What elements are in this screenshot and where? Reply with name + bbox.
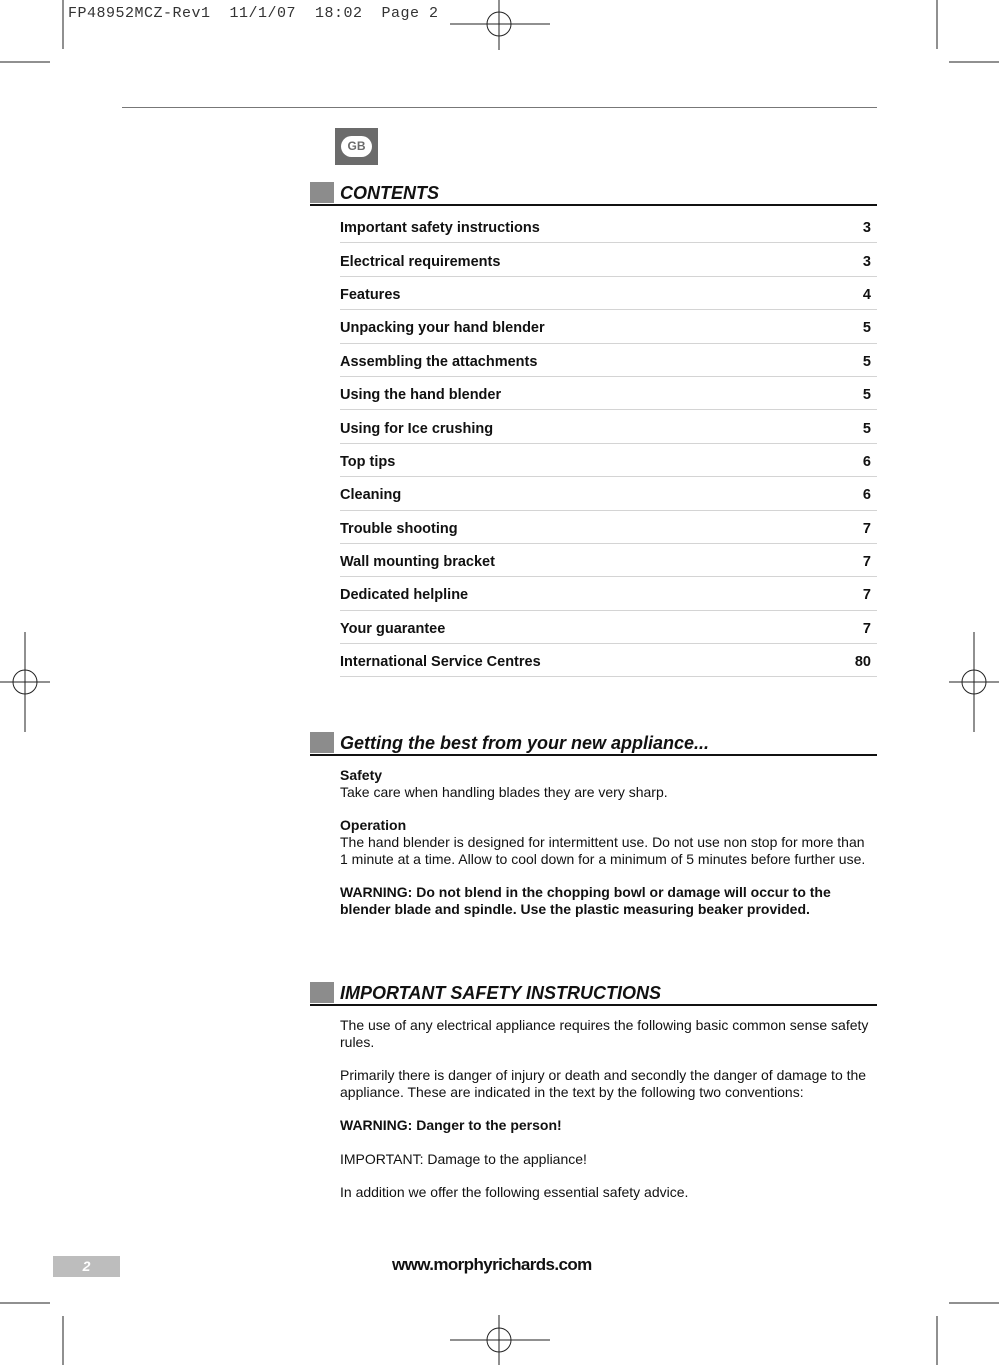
contents-title: CONTENTS <box>340 183 439 203</box>
safety-para-2: Primarily there is danger of injury or death and secondly the danger of damage to the appliance. These are indicated in the text by the following two conventions: <box>340 1067 867 1100</box>
operation-paragraph <box>340 817 875 867</box>
toc-page: 5 <box>862 320 871 337</box>
toc-row[interactable] <box>340 377 877 410</box>
toc-label: Assembling the attachments <box>340 353 538 370</box>
heading-square-marker <box>310 982 334 1003</box>
toc-row[interactable] <box>340 477 877 510</box>
operation-subheading: Operation <box>340 817 407 834</box>
getting-best-body <box>340 767 875 934</box>
safety-instructions-title: IMPORTANT SAFETY INSTRUCTIONS <box>340 983 662 1003</box>
toc-row[interactable] <box>340 544 877 577</box>
toc-label: Trouble shooting <box>340 520 458 537</box>
toc-label: Dedicated helpline <box>340 587 469 604</box>
toc-row[interactable] <box>340 444 877 477</box>
getting-best-title: Getting the best from your new appliance... <box>340 733 710 753</box>
page-number: 2 <box>53 1256 120 1277</box>
heading-rule <box>310 754 877 756</box>
safety-para-3: In addition we offer the following essential safety advice. <box>340 1184 689 1201</box>
toc-row[interactable] <box>340 243 877 276</box>
language-badge <box>335 128 378 165</box>
operation-text: The hand blender is designed for intermittent use. Do not use non stop for more than 1 minute at a time. Allow to cool down for a minimum of 5 minutes before further use. <box>340 833 866 867</box>
toc-label: Your guarantee <box>340 620 446 637</box>
toc-row[interactable] <box>340 310 877 343</box>
toc-page: 7 <box>862 620 871 637</box>
toc-label: International Service Centres <box>340 654 541 671</box>
toc-row[interactable] <box>340 611 877 644</box>
toc-page: 6 <box>862 487 871 504</box>
safety-para-1: The use of any electrical appliance requires the following basic common sense safety rules. <box>340 1017 869 1050</box>
safety-subheading: Safety <box>340 767 383 783</box>
toc-label: Cleaning <box>340 487 402 504</box>
person-warning: WARNING: Danger to the person! <box>340 1117 562 1134</box>
toc-row[interactable] <box>340 410 877 443</box>
website-url[interactable]: www.morphyrichards.com <box>392 1255 592 1274</box>
safety-instructions-body <box>340 1017 875 1218</box>
toc-page: 7 <box>862 520 871 537</box>
appliance-important: IMPORTANT: Damage to the appliance! <box>340 1150 587 1167</box>
toc-label: Wall mounting bracket <box>340 554 495 571</box>
toc-label: Using the hand blender <box>340 387 502 404</box>
toc-page: 6 <box>862 453 871 470</box>
toc-page: 7 <box>862 554 871 571</box>
toc-page: 4 <box>862 286 871 303</box>
toc-page: 5 <box>862 387 871 404</box>
heading-square-marker <box>310 732 334 753</box>
toc-row[interactable] <box>340 577 877 610</box>
toc-row[interactable] <box>340 644 877 677</box>
toc-row[interactable] <box>340 344 877 377</box>
safety-paragraph <box>340 767 875 801</box>
toc-page: 80 <box>854 654 871 671</box>
print-slug: FP48952MCZ-Rev1 11/1/07 18:02 Page 2 <box>68 5 439 22</box>
heading-square-marker <box>310 182 334 203</box>
toc-page: 3 <box>862 220 871 237</box>
blend-warning: WARNING: Do not blend in the chopping bowl or damage will occur to the blender blade and spindle. Use the plastic measuring beaker provided. <box>340 884 831 917</box>
toc-label: Top tips <box>340 453 396 470</box>
toc-label: Features <box>340 286 401 303</box>
safety-text: Take care when handling blades they are very sharp. <box>340 783 668 800</box>
toc-row[interactable] <box>340 277 877 310</box>
toc-label: Using for Ice crushing <box>340 420 494 437</box>
toc-page: 5 <box>862 353 871 370</box>
toc-page: 7 <box>862 587 871 604</box>
toc-label: Unpacking your hand blender <box>340 320 545 337</box>
toc-row[interactable] <box>340 210 877 243</box>
table-of-contents <box>340 210 877 677</box>
toc-label: Important safety instructions <box>340 220 540 237</box>
header-rule <box>122 107 877 108</box>
heading-rule <box>310 204 877 206</box>
toc-page: 5 <box>862 420 871 437</box>
toc-row[interactable] <box>340 511 877 544</box>
toc-label: Electrical requirements <box>340 253 501 270</box>
language-badge-label: GB <box>341 136 372 157</box>
heading-rule <box>310 1004 877 1006</box>
toc-page: 3 <box>862 253 871 270</box>
